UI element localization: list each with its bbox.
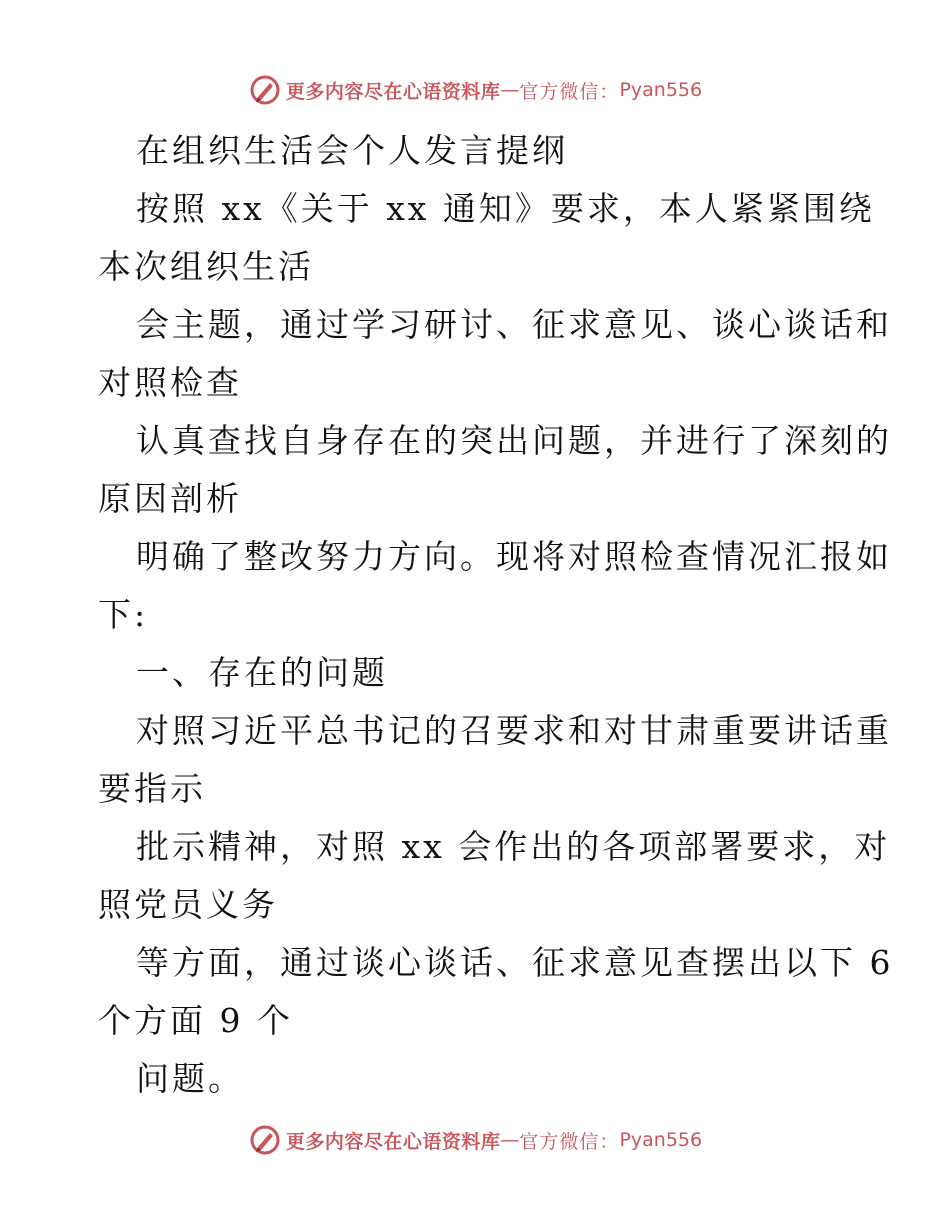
document-title: 在组织生活会个人发言提纲: [136, 131, 568, 170]
paragraph-line: 等方面，通过谈心谈话、征求意见查摆出以下 6: [136, 943, 894, 982]
paragraph-line: 本次组织生活: [98, 247, 314, 286]
paragraph-line: 会主题，通过学习研讨、征求意见、谈心谈话和: [136, 305, 892, 344]
watermark-main-text: 更多内容尽在心语资料库: [285, 80, 501, 103]
paragraph-line: 明确了整改努力方向。现将对照检查情况汇报如: [136, 537, 892, 576]
footer-watermark: [0, 1120, 950, 1160]
watermark-wechat-id: Pyan556: [619, 1129, 703, 1151]
section-heading: 一、存在的问题: [136, 653, 388, 692]
paragraph-line: 要指示: [98, 769, 206, 808]
document-body: [98, 122, 894, 1108]
paragraph-line: 批示精神，对照 xx 会作出的各项部署要求，对: [136, 827, 891, 866]
paragraph-line: 对照习近平总书记的召要求和对甘肃重要讲话重: [136, 711, 892, 750]
header-watermark: [0, 70, 950, 110]
paragraph-line: 原因剖析: [98, 479, 242, 518]
paragraph-line: 按照 xx《关于 xx 通知》要求，本人紧紧围绕: [136, 189, 875, 228]
paragraph-line: 问题。: [136, 1059, 244, 1098]
watermark-wechat-label: 官方微信：: [519, 80, 620, 103]
paragraph-line: 下:: [98, 595, 149, 634]
watermark-main-text: 更多内容尽在心语资料库: [285, 1130, 501, 1153]
watermark-wechat-label: 官方微信：: [519, 1130, 620, 1153]
watermark-dash: —: [500, 1129, 520, 1151]
paragraph-line: 认真查找自身存在的突出问题，并进行了深刻的: [136, 421, 892, 460]
paragraph-line: 个方面 9 个: [98, 1001, 293, 1040]
watermark-wechat-id: Pyan556: [619, 79, 703, 101]
watermark-dash: —: [500, 79, 520, 101]
pen-circle-logo-icon: [248, 1123, 282, 1157]
pen-circle-logo-icon: [248, 73, 282, 107]
paragraph-line: 照党员义务: [98, 885, 278, 924]
paragraph-line: 对照检查: [98, 363, 242, 402]
